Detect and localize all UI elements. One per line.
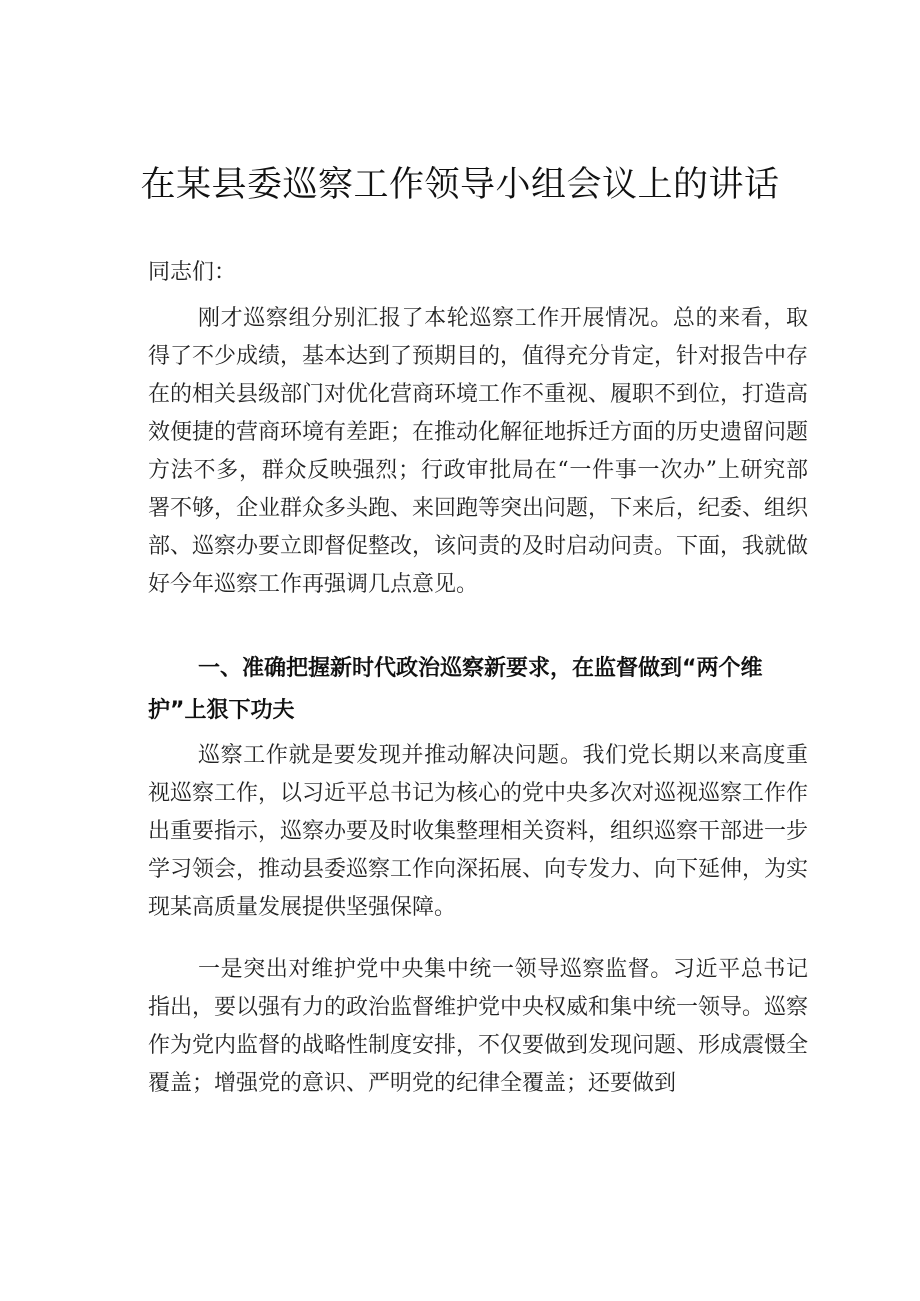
greeting: 同志们： [148, 260, 237, 285]
paragraph-section-1: 巡察工作就是要发现并推动解决问题。我们党长期以来高度重视巡察工作，以习近平总书记为核心的党中央多次对巡视巡察工作作出重要指示，巡察办要及时收集整理相关资料，组织巡察干部进一步学习领会，推动县委巡察工作向深拓展、向专发力、向下延伸，为实现某高质量发展提供坚强保障。 [148, 743, 809, 920]
paragraph-intro: 刚才巡察组分别汇报了本轮巡察工作开展情况。总的来看，取得了不少成绩，基本达到了预期目的，值得充分肯定，针对报告中存在的相关县级部门对优化营商环境工作不重视、履职不到位，打造高效便捷的营商环境有差距；在推动化解征地拆迁方面的历史遗留问题方法不多，群众反映强烈；行政审批局在“一件事一次办”上研究部署不够，企业群众多头跑、来回跑等突出问题，下来后，纪委、组织部、巡察办要立即督促整改，该问责的及时启动问责。下面，我就做好今年巡察工作再强调几点意见。 [148, 306, 809, 597]
section-heading-1: 一、准确把握新时代政治巡察新要求，在监督做到“两个维护”上狠下功夫 [148, 656, 763, 723]
document-title: 在某县委巡察工作领导小组会议上的讲话 [140, 165, 780, 205]
paragraph-point-1: 一是突出对维护党中央集中统一领导巡察监督。习近平总书记指出，要以强有力的政治监督维护党中央权威和集中统一领导。巡察作为党内监督的战略性制度安排，不仅要做到发现问题、形成震慑全覆盖；增强党的意识、严明党的纪律全覆盖；还要做到 [148, 957, 809, 1096]
